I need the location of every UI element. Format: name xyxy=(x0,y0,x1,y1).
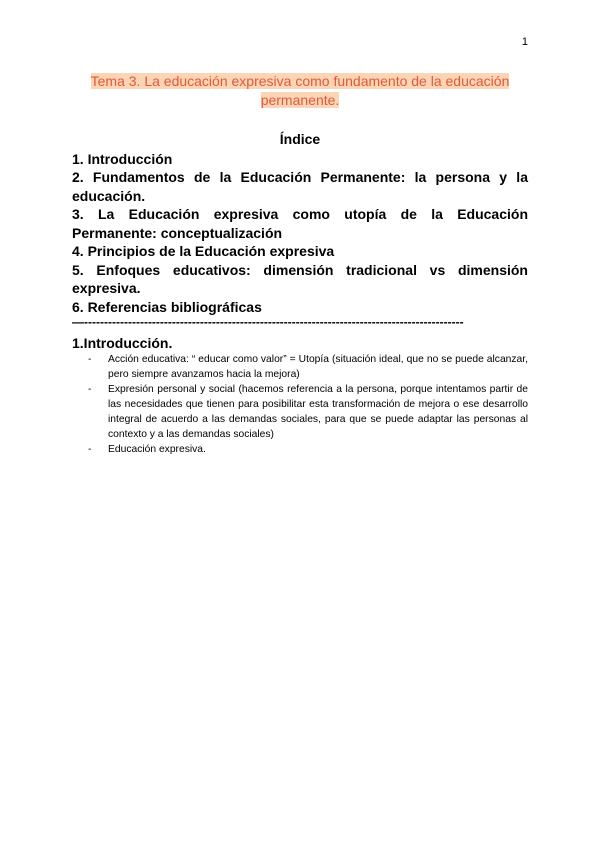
separator-line: —----------------------------------------------------------------------------------------------- xyxy=(72,315,464,329)
bullet-dash: - xyxy=(88,444,92,455)
page-number: 1 xyxy=(521,36,528,48)
index-section xyxy=(72,130,528,316)
list-item-text: Acción educativa: “ educar como valor” = Utopía (situación ideal, que no se puede alcanzar, pero siempre avanzamos hacia la mejora) xyxy=(108,354,528,380)
index-item-fundamentos: 2. Fundamentos de la Educación Permanente: la persona y la educación. xyxy=(72,169,528,204)
list-item xyxy=(88,352,528,382)
index-item-utopia: 3. La Educación expresiva como utopía de la Educación Permanente: conceptualización xyxy=(72,206,528,241)
list-item xyxy=(88,442,528,457)
list-item xyxy=(88,382,528,442)
bullet-dash: - xyxy=(88,384,92,395)
index-item-enfoques: 5. Enfoques educativos: dimensión tradicional vs dimensión expresiva. xyxy=(72,261,528,296)
document-title-text: Tema 3. La educación expresiva como fundamento de la educación permanente. xyxy=(90,73,510,108)
section-heading: 1.Introducción. xyxy=(72,335,173,351)
index-heading: Índice xyxy=(279,131,321,147)
list-item-text: Educación expresiva. xyxy=(108,444,206,455)
bullet-dash: - xyxy=(88,354,92,365)
index-item-referencias: 6. Referencias bibliográficas xyxy=(72,298,262,315)
document-title xyxy=(72,72,528,110)
index-item-principios: 4. Principios de la Educación expresiva xyxy=(72,243,335,259)
index-item-introduccion: 1. Introducción xyxy=(72,150,173,167)
list-item-text: Expresión personal y social (hacemos referencia a la persona, porque intentamos partir de las necesidades que tienen para posibilitar esta transformación de mejora o ese desarrollo integral de acuerdo a las demandas sociales, para que se puede adaptar las personas al contexto y a las demandas sociales) xyxy=(108,384,528,440)
bullet-list xyxy=(88,352,528,457)
